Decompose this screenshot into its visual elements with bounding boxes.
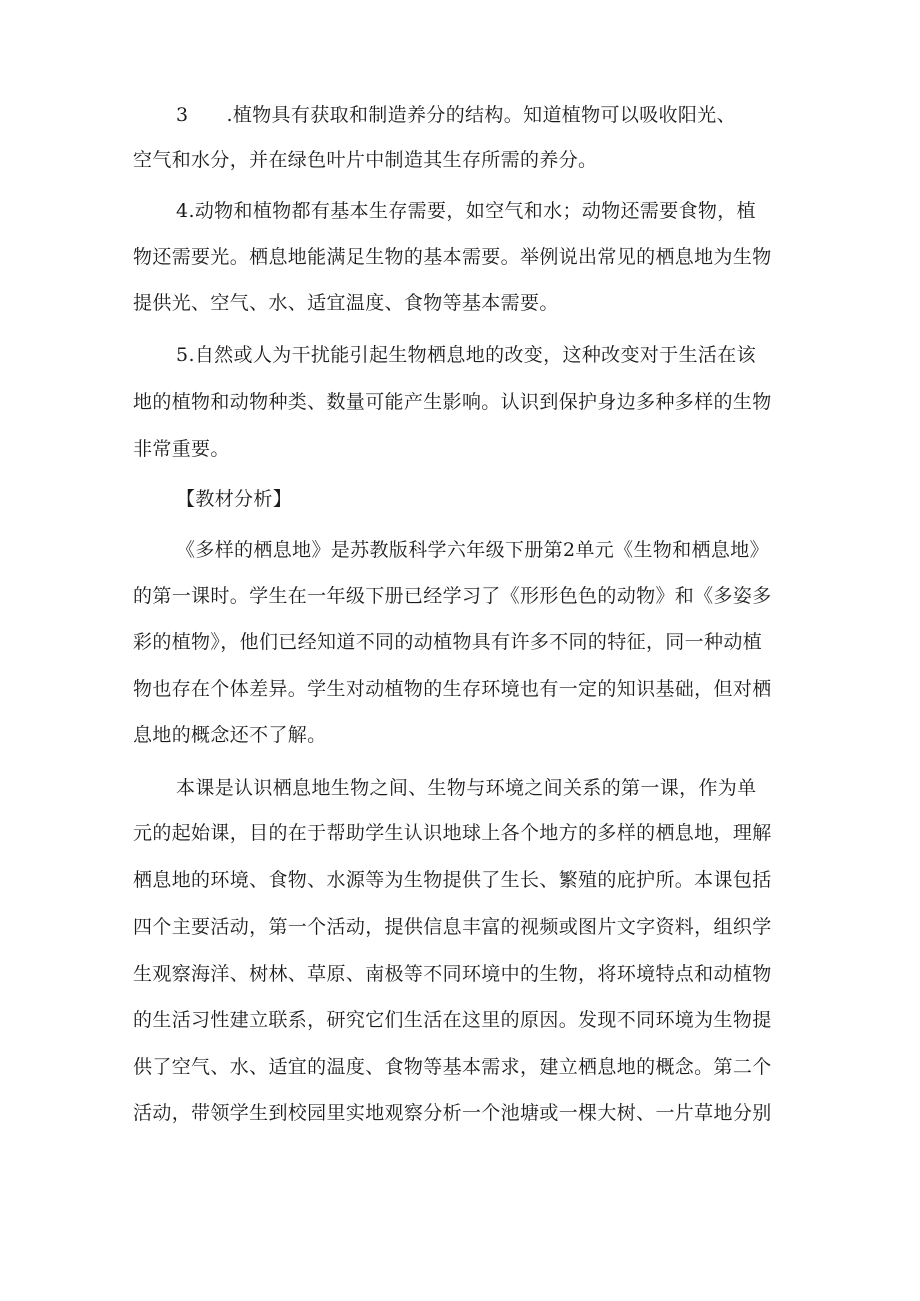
requirement-3-text: .植物具有获取和制造养分的结构。知道植物可以吸收阳光、 bbox=[226, 104, 736, 126]
paragraph-1-line-5: 息地的概念还不了解。 bbox=[133, 724, 327, 746]
paragraph-2-line-7: 供了空气、水、适宜的温度、食物等基本需求，建立栖息地的概念。第二个 bbox=[133, 1056, 772, 1078]
paragraph-2-line-3: 栖息地的环境、食物、水源等为生物提供了生长、繁殖的庇护所。本课包括 bbox=[133, 869, 772, 891]
paragraph-2-line-4: 四个主要活动，第一个活动，提供信息丰富的视频或图片文字资料，组织学 bbox=[133, 916, 772, 938]
requirement-5-line-2: 地的植物和动物种类、数量可能产生影响。认识到保护身边多种多样的生物 bbox=[133, 391, 772, 413]
paragraph-1-line-4: 物也存在个体差异。学生对动植物的生存环境也有一定的知识基础，但对栖 bbox=[133, 678, 772, 700]
paragraph-1-line-3: 彩的植物》，他们已经知道不同的动植物具有许多不同的特征，同一种动植 bbox=[133, 631, 763, 653]
paragraph-1-line-2: 的第一课时。学生在一年级下册已经学习了《形形色色的动物》和《多姿多 bbox=[133, 585, 772, 607]
paragraph-2-line-6: 的生活习性建立联系，研究它们生活在这里的原因。发现不同环境为生物提 bbox=[133, 1009, 772, 1031]
paragraph-2-line-2: 元的起始课，目的在于帮助学生认识地球上各个地方的多样的栖息地，理解 bbox=[133, 822, 772, 844]
requirement-4-line-2: 物还需要光。栖息地能满足生物的基本需要。举例说出常见的栖息地为生物 bbox=[133, 246, 772, 268]
requirement-5-line-1: 5.自然或人为干扰能引起生物栖息地的改变，这种改变对于生活在该 bbox=[176, 344, 756, 366]
requirement-4-line-1: 4.动物和植物都有基本生存需要，如空气和水；动物还需要食物，植 bbox=[176, 200, 756, 222]
requirement-3-number: 3 bbox=[176, 104, 189, 126]
paragraph-2-line-8: 活动，带领学生到校园里实地观察分析一个池塘或一棵大树、一片草地分别 bbox=[133, 1102, 772, 1124]
requirement-3-line-1 bbox=[176, 103, 796, 127]
paragraph-2-line-1: 本课是认识栖息地生物之间、生物与环境之间关系的第一课，作为单 bbox=[176, 777, 757, 799]
requirement-4-line-3: 提供光、空气、水、适宜温度、食物等基本需要。 bbox=[133, 292, 559, 314]
requirement-5-line-3: 非常重要。 bbox=[133, 438, 230, 460]
paragraph-2-line-5: 生观察海洋、树林、草原、南极等不同环境中的生物，将环境特点和动植物 bbox=[133, 963, 772, 985]
requirement-3-line-2: 空气和水分，并在绿色叶片中制造其生存所需的养分。 bbox=[133, 149, 598, 171]
paragraph-1-line-1: 《多样的栖息地》是苏教版科学六年级下册第2单元《生物和栖息地》 bbox=[176, 539, 769, 561]
section-heading: 【教材分析】 bbox=[176, 488, 293, 510]
